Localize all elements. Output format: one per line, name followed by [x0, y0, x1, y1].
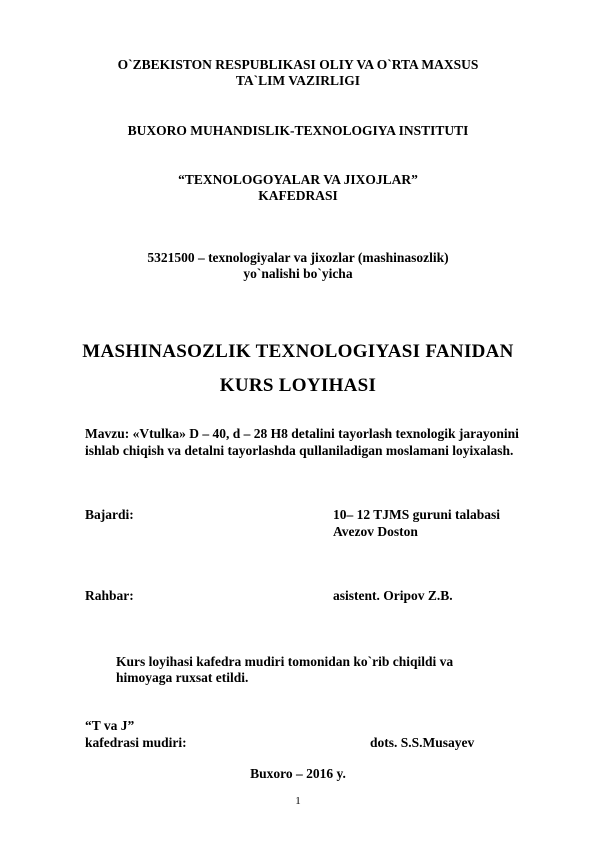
department-line-1: “TEXNOLOGOYALAR VA JIXOJLAR” — [178, 172, 418, 187]
performer-group: 10– 12 TJMS guruni talabasi — [333, 507, 501, 522]
ministry-line-1: O`ZBEKISTON RESPUBLIKASI OLIY VA O`RTA MAXSUS — [117, 57, 479, 72]
city-year: Buxoro – 2016 y. — [250, 766, 346, 781]
topic-line-2: ishlab chiqish va detalni tayorlashda qullaniladigan moslamani loyixalash. — [85, 443, 514, 458]
topic-line-1: Mavzu: «Vtulka» D – 40, d – 28 H8 detalini tayorlash texnologik jarayonini — [85, 426, 519, 441]
head-department-line-2: kafedrasi mudiri: — [85, 735, 187, 750]
supervisor-label: Rahbar: — [85, 588, 134, 603]
approval-line-2: himoyaga ruxsat etildi. — [116, 670, 249, 685]
head-name: dots. S.S.Musayev — [370, 735, 475, 750]
performer-name: Avezov Doston — [333, 524, 418, 539]
course-title-line-1: MASHINASOZLIK TEXNOLOGIYASI FANIDAN — [82, 341, 514, 362]
specialty-line-1: 5321500 – texnologiyalar va jixozlar (mashinasozlik) — [147, 250, 449, 265]
page-number: 1 — [295, 795, 301, 807]
head-department-line-1: “T va J” — [85, 718, 135, 733]
department-line-2: KAFEDRASI — [258, 188, 338, 203]
supervisor-name: asistent. Oripov Z.B. — [333, 588, 453, 603]
ministry-line-2: TA`LIM VAZIRLIGI — [235, 73, 361, 88]
institute-name: BUXORO MUHANDISLIK-TEXNOLOGIYA INSTITUTI — [127, 123, 469, 138]
specialty-line-2: yo`nalishi bo`yicha — [243, 266, 353, 281]
course-title-line-2: KURS LOYIHASI — [219, 375, 377, 396]
performer-label: Bajardi: — [85, 507, 134, 522]
approval-line-1: Kurs loyihasi kafedra mudiri tomonidan ko`rib chiqildi va — [116, 654, 454, 669]
